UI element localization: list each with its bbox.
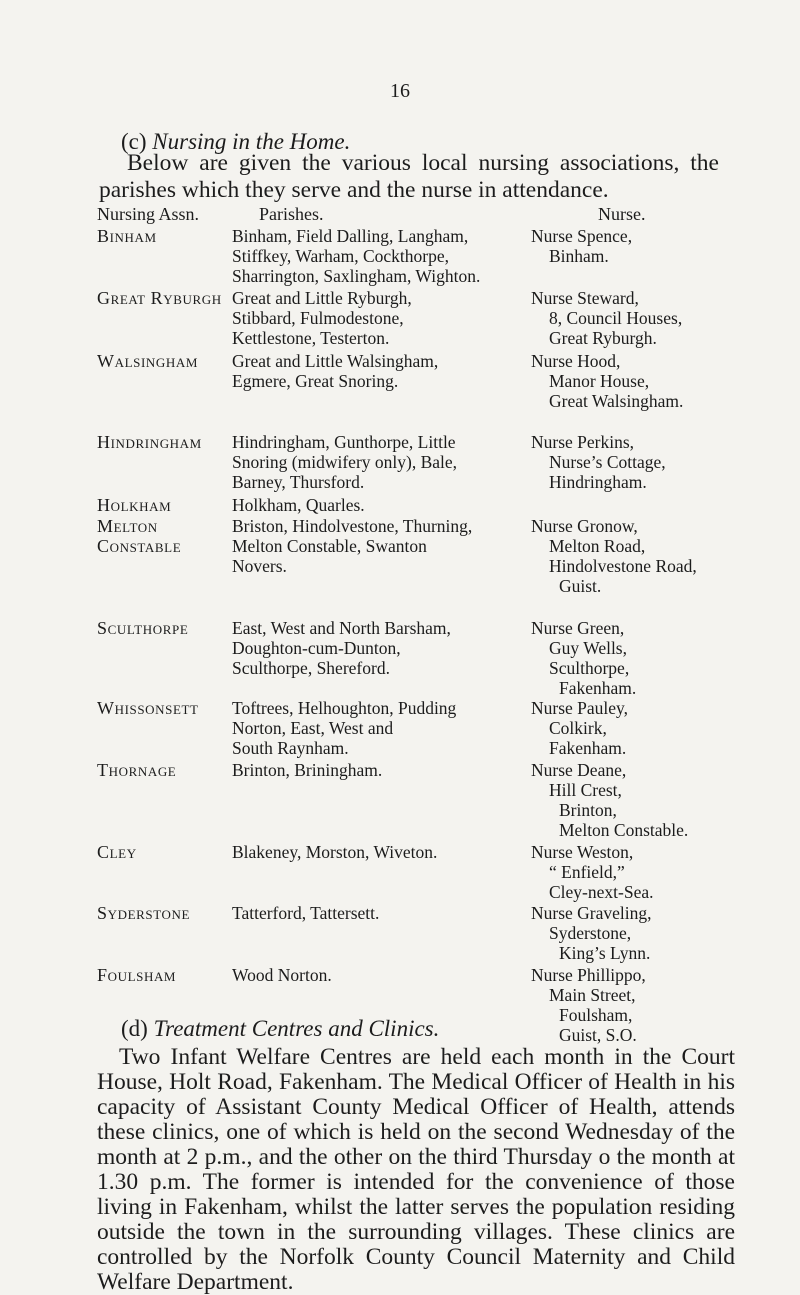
nurse-walsingham	[531, 351, 683, 411]
parish-line: Stibbard, Fulmodestone,	[232, 308, 404, 328]
header-parishes: Parishes.	[259, 204, 324, 224]
nurse-line: Colkirk,	[549, 718, 607, 738]
nurse-line: Cley-next-Sea.	[549, 882, 654, 902]
parishes-great-ryburgh	[232, 288, 412, 348]
nurse-line: Hindolvestone Road,	[549, 556, 697, 576]
nurse-line: Great Walsingham.	[549, 391, 684, 411]
parish-line: Brinton, Briningham.	[232, 760, 383, 780]
treatment-body: Two Infant Welfare Centres are held each month in the Court House, Holt Road, Fakenham. The Medical Officer of Health in his capacity of Assistant County Medical Officer of Health, attends these clinics, one of which is held on the second Wednesday of the month at 2 p.m., and the other on the third Thursday o the month at 1.30 p.m. The former is intended for the convenience of those living in Fakenham, whilst the latter serves the population residing outside the town in the surrounding villages. These clinics are controlled by the Norfolk County Council Maternity and Child Welfare Department.	[97, 1044, 735, 1295]
parish-line: Doughton-cum-Dunton,	[232, 638, 401, 658]
nurse-cley	[531, 842, 653, 902]
header-nurse: Nurse.	[598, 204, 646, 224]
nurse-line: Nurse Gronow,	[531, 516, 638, 536]
parish-line: Sharrington, Saxlingham, Wighton.	[232, 266, 481, 286]
section-c-title: Nursing in the Home.	[152, 129, 351, 154]
nurse-line: Syderstone,	[549, 923, 632, 943]
section-d-title: Treatment Centres and Clinics.	[153, 1016, 440, 1041]
intro-paragraph	[99, 150, 719, 204]
parish-line: Hindringham, Gunthorpe, Little	[232, 432, 456, 452]
nurse-syderstone	[531, 903, 652, 963]
assn-hindringham: Hindringham	[97, 432, 202, 452]
nurse-binham	[531, 226, 632, 266]
nurse-line: Main Street,	[549, 985, 636, 1005]
nurse-line: Nurse Perkins,	[531, 432, 635, 452]
nurse-line: Brinton,	[559, 800, 617, 820]
assn-line: Melton	[97, 516, 158, 536]
parish-line: Novers.	[232, 556, 287, 576]
assn-holkham: Holkham	[97, 495, 172, 515]
assn-cley: Cley	[97, 842, 137, 862]
assn-whissonsett: Whissonsett	[97, 698, 199, 718]
treatment-paragraph	[97, 1045, 735, 1295]
nurse-great-ryburgh	[531, 288, 682, 348]
parish-line: Sculthorpe, Shereford.	[232, 658, 390, 678]
parish-line: Norton, East, West and	[232, 718, 394, 738]
nurse-line: Fakenham.	[559, 678, 637, 698]
nurse-line: King’s Lynn.	[559, 943, 651, 963]
nurse-line: Nurse Deane,	[531, 760, 627, 780]
parishes-cley	[232, 842, 437, 862]
parishes-foulsham	[232, 965, 332, 985]
nurse-thornage	[531, 760, 688, 840]
assn-melton-constable	[97, 516, 181, 556]
nurse-foulsham	[531, 965, 646, 1045]
assn-syderstone: Syderstone	[97, 903, 191, 923]
assn-thornage: Thornage	[97, 760, 177, 780]
section-d-heading	[121, 1016, 439, 1042]
parish-line: Snoring (midwifery only), Bale,	[232, 452, 458, 472]
nurse-line: Fakenham.	[549, 738, 627, 758]
parish-line: Kettlestone, Testerton.	[232, 328, 390, 348]
parishes-binham	[232, 226, 480, 286]
parish-line: Holkham, Quarles.	[232, 495, 365, 515]
assn-foulsham: Foulsham	[97, 965, 177, 985]
section-d-label: (d)	[121, 1016, 148, 1041]
assn-sculthorpe: Sculthorpe	[97, 618, 189, 638]
parish-line: Briston, Hindolvestone, Thurning,	[232, 516, 473, 536]
nurse-line: 8, Council Houses,	[549, 308, 683, 328]
nurse-line: Great Ryburgh.	[549, 328, 657, 348]
nurse-line: Sculthorpe,	[549, 658, 630, 678]
parish-line: Melton Constable, Swanton	[232, 536, 427, 556]
intro-line-1: Below are given the various local nursing associations, the	[127, 150, 719, 176]
parishes-syderstone	[232, 903, 379, 923]
parishes-walsingham	[232, 351, 438, 391]
parishes-holkham	[232, 495, 365, 515]
parish-line: East, West and North Barsham,	[232, 618, 451, 638]
nurse-line: Nurse Weston,	[531, 842, 634, 862]
nurse-line: Nurse Steward,	[531, 288, 639, 308]
nurse-line: Nurse Pauley,	[531, 698, 629, 718]
nurse-line: Nurse Spence,	[531, 226, 633, 246]
parishes-sculthorpe	[232, 618, 451, 678]
nurse-melton-constable	[531, 516, 697, 596]
nurse-line: Guist, S.O.	[559, 1025, 637, 1045]
assn-great-ryburgh: Great Ryburgh	[97, 288, 222, 308]
nurse-whissonsett	[531, 698, 628, 758]
parish-line: Great and Little Ryburgh,	[232, 288, 412, 308]
nurse-line: Hill Crest,	[549, 780, 622, 800]
nurse-line: Nurse Hood,	[531, 351, 621, 371]
assn-walsingham: Walsingham	[97, 351, 198, 371]
parish-line: Great and Little Walsingham,	[232, 351, 439, 371]
assn-line: Constable	[97, 536, 182, 556]
parish-line: Toftrees, Helhoughton, Pudding	[232, 698, 457, 718]
section-c-label: (c)	[121, 129, 147, 154]
header-nursing-assn: Nursing Assn.	[97, 204, 200, 224]
parish-line: Wood Norton.	[232, 965, 332, 985]
nurse-line: Melton Constable.	[559, 820, 689, 840]
nurse-line: Nurse Green,	[531, 618, 625, 638]
nurse-line: Guist.	[559, 576, 602, 596]
nurse-line: “ Enfield,”	[549, 862, 625, 882]
parish-line: South Raynham.	[232, 738, 349, 758]
assn-binham: Binham	[97, 226, 157, 246]
parishes-hindringham	[232, 432, 457, 492]
nurse-line: Binham.	[549, 246, 609, 266]
parish-line: Egmere, Great Snoring.	[232, 371, 399, 391]
parish-line: Binham, Field Dalling, Langham,	[232, 226, 469, 246]
nurse-line: Hindringham.	[549, 472, 647, 492]
nurse-hindringham	[531, 432, 666, 492]
parish-line: Tatterford, Tattersett.	[232, 903, 380, 923]
intro-line-2: parishes which they serve and the nurse in attendance.	[99, 177, 609, 203]
parish-line: Barney, Thursford.	[232, 472, 365, 492]
nurse-line: Nurse’s Cottage,	[549, 452, 666, 472]
parishes-whissonsett	[232, 698, 456, 758]
parishes-melton-constable	[232, 516, 472, 576]
nurse-line: Manor House,	[549, 371, 650, 391]
nurse-line: Melton Road,	[549, 536, 646, 556]
parishes-thornage	[232, 760, 382, 780]
nurse-line: Guy Wells,	[549, 638, 627, 658]
parish-line: Blakeney, Morston, Wiveton.	[232, 842, 438, 862]
parish-line: Stiffkey, Warham, Cockthorpe,	[232, 246, 449, 266]
nurse-line: Nurse Graveling,	[531, 903, 652, 923]
nurse-line: Foulsham,	[559, 1005, 633, 1025]
nurse-line: Nurse Phillippo,	[531, 965, 646, 985]
nurse-sculthorpe	[531, 618, 636, 698]
page-number: 16	[390, 80, 410, 102]
